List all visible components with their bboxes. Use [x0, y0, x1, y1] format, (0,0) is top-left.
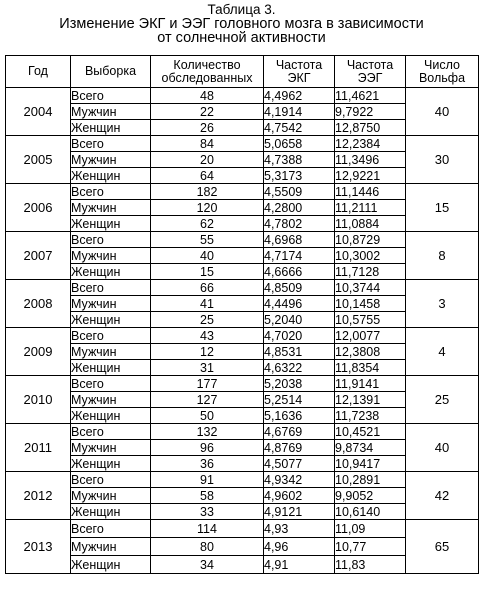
count-cell: 48: [151, 88, 264, 104]
eeg-cell: 11,0884: [335, 216, 406, 232]
ecg-cell: 4,4496: [264, 296, 335, 312]
year-cell: 2007: [6, 232, 71, 280]
sample-cell: Мужчин: [71, 488, 151, 504]
count-cell: 15: [151, 264, 264, 280]
eeg-cell: 12,3808: [335, 344, 406, 360]
eeg-cell: 10,3002: [335, 248, 406, 264]
count-cell: 120: [151, 200, 264, 216]
year-cell: 2012: [6, 472, 71, 520]
count-cell: 50: [151, 408, 264, 424]
year-cell: 2010: [6, 376, 71, 424]
sample-cell: Женщин: [71, 264, 151, 280]
eeg-cell: 11,9141: [335, 376, 406, 392]
ecg-cell: 5,1636: [264, 408, 335, 424]
sample-cell: Всего: [71, 184, 151, 200]
table-title-line-2: от солнечной активности: [157, 30, 326, 46]
sample-cell: Всего: [71, 328, 151, 344]
ecg-cell: 4,6666: [264, 264, 335, 280]
ecg-cell: 5,0658: [264, 136, 335, 152]
wolf-cell: 42: [406, 472, 479, 520]
header-year: Год: [6, 56, 71, 88]
count-cell: 31: [151, 360, 264, 376]
ecg-cell: 4,7542: [264, 120, 335, 136]
table-row: [6, 136, 479, 152]
eeg-cell: 11,7238: [335, 408, 406, 424]
count-cell: 80: [151, 538, 264, 556]
table-row: [6, 520, 479, 538]
sample-cell: Мужчин: [71, 538, 151, 556]
sample-cell: Всего: [71, 472, 151, 488]
year-cell: 2009: [6, 328, 71, 376]
eeg-cell: 11,2111: [335, 200, 406, 216]
sample-cell: Женщин: [71, 504, 151, 520]
header-row: [6, 56, 479, 88]
sample-cell: Мужчин: [71, 152, 151, 168]
header-sample: Выборка: [71, 56, 151, 88]
sample-cell: Женщин: [71, 408, 151, 424]
wolf-cell: 30: [406, 136, 479, 184]
ecg-cell: 4,96: [264, 538, 335, 556]
sample-cell: Всего: [71, 232, 151, 248]
sample-cell: Мужчин: [71, 344, 151, 360]
eeg-cell: 10,6140: [335, 504, 406, 520]
eeg-cell: 12,2384: [335, 136, 406, 152]
ecg-cell: 4,5077: [264, 456, 335, 472]
data-table: [5, 55, 479, 574]
sample-cell: Всего: [71, 88, 151, 104]
eeg-cell: 11,8354: [335, 360, 406, 376]
table-row: [6, 88, 479, 104]
count-cell: 41: [151, 296, 264, 312]
ecg-cell: 4,8769: [264, 440, 335, 456]
ecg-cell: 4,6769: [264, 424, 335, 440]
year-cell: 2013: [6, 520, 71, 574]
sample-cell: Всего: [71, 136, 151, 152]
eeg-cell: 10,2891: [335, 472, 406, 488]
count-cell: 91: [151, 472, 264, 488]
year-cell: 2006: [6, 184, 71, 232]
sample-cell: Всего: [71, 520, 151, 538]
count-cell: 20: [151, 152, 264, 168]
count-cell: 132: [151, 424, 264, 440]
ecg-cell: 4,4962: [264, 88, 335, 104]
eeg-cell: 10,9417: [335, 456, 406, 472]
ecg-cell: 4,9121: [264, 504, 335, 520]
count-cell: 36: [151, 456, 264, 472]
ecg-cell: 5,2038: [264, 376, 335, 392]
eeg-cell: 11,7128: [335, 264, 406, 280]
ecg-cell: 4,9342: [264, 472, 335, 488]
header-ecg: Частота ЭКГ: [264, 56, 335, 88]
count-cell: 26: [151, 120, 264, 136]
ecg-cell: 4,9602: [264, 488, 335, 504]
count-cell: 62: [151, 216, 264, 232]
ecg-cell: 4,7388: [264, 152, 335, 168]
year-cell: 2004: [6, 88, 71, 136]
wolf-cell: 4: [406, 328, 479, 376]
ecg-cell: 4,5509: [264, 184, 335, 200]
sample-cell: Женщин: [71, 456, 151, 472]
header-wolf: Число Вольфа: [406, 56, 479, 88]
eeg-cell: 10,4521: [335, 424, 406, 440]
sample-cell: Женщин: [71, 360, 151, 376]
sample-cell: Всего: [71, 280, 151, 296]
ecg-cell: 5,2514: [264, 392, 335, 408]
table-row: [6, 184, 479, 200]
sample-cell: Женщин: [71, 120, 151, 136]
count-cell: 58: [151, 488, 264, 504]
eeg-cell: 11,3496: [335, 152, 406, 168]
ecg-cell: 4,93: [264, 520, 335, 538]
eeg-cell: 10,5755: [335, 312, 406, 328]
count-cell: 40: [151, 248, 264, 264]
eeg-cell: 9,7922: [335, 104, 406, 120]
table-row: [6, 376, 479, 392]
header-eeg: Частота ЭЭГ: [335, 56, 406, 88]
count-cell: 114: [151, 520, 264, 538]
count-cell: 34: [151, 556, 264, 574]
count-cell: 182: [151, 184, 264, 200]
sample-cell: Мужчин: [71, 104, 151, 120]
sample-cell: Мужчин: [71, 248, 151, 264]
sample-cell: Мужчин: [71, 440, 151, 456]
ecg-cell: 4,8509: [264, 280, 335, 296]
count-cell: 96: [151, 440, 264, 456]
wolf-cell: 3: [406, 280, 479, 328]
eeg-cell: 12,8750: [335, 120, 406, 136]
table-row: [6, 232, 479, 248]
sample-cell: Всего: [71, 376, 151, 392]
count-cell: 12: [151, 344, 264, 360]
sample-cell: Мужчин: [71, 392, 151, 408]
count-cell: 43: [151, 328, 264, 344]
eeg-cell: 11,4621: [335, 88, 406, 104]
count-cell: 55: [151, 232, 264, 248]
eeg-cell: 10,1458: [335, 296, 406, 312]
eeg-cell: 12,1391: [335, 392, 406, 408]
sample-cell: Мужчин: [71, 200, 151, 216]
count-cell: 33: [151, 504, 264, 520]
year-cell: 2008: [6, 280, 71, 328]
ecg-cell: 5,3173: [264, 168, 335, 184]
header-count: Количество обследованных: [151, 56, 264, 88]
year-cell: 2011: [6, 424, 71, 472]
ecg-cell: 4,8531: [264, 344, 335, 360]
ecg-cell: 4,7020: [264, 328, 335, 344]
eeg-cell: 9,8734: [335, 440, 406, 456]
count-cell: 177: [151, 376, 264, 392]
ecg-cell: 4,7802: [264, 216, 335, 232]
table-caption: [0, 0, 483, 45]
wolf-cell: 40: [406, 424, 479, 472]
count-cell: 22: [151, 104, 264, 120]
wolf-cell: 8: [406, 232, 479, 280]
ecg-cell: 5,2040: [264, 312, 335, 328]
ecg-cell: 4,7174: [264, 248, 335, 264]
table-row: [6, 472, 479, 488]
count-cell: 66: [151, 280, 264, 296]
eeg-cell: 11,09: [335, 520, 406, 538]
wolf-cell: 15: [406, 184, 479, 232]
ecg-cell: 4,1914: [264, 104, 335, 120]
count-cell: 25: [151, 312, 264, 328]
table-number: Таблица 3.: [207, 2, 276, 17]
eeg-cell: 9,9052: [335, 488, 406, 504]
ecg-cell: 4,91: [264, 556, 335, 574]
count-cell: 64: [151, 168, 264, 184]
table-row: [6, 424, 479, 440]
ecg-cell: 4,2800: [264, 200, 335, 216]
sample-cell: Женщин: [71, 556, 151, 574]
eeg-cell: 10,77: [335, 538, 406, 556]
eeg-cell: 11,1446: [335, 184, 406, 200]
sample-cell: Женщин: [71, 216, 151, 232]
table-row: [6, 280, 479, 296]
sample-cell: Женщин: [71, 168, 151, 184]
wolf-cell: 25: [406, 376, 479, 424]
wolf-cell: 65: [406, 520, 479, 574]
ecg-cell: 4,6968: [264, 232, 335, 248]
year-cell: 2005: [6, 136, 71, 184]
ecg-cell: 4,6322: [264, 360, 335, 376]
eeg-cell: 12,0077: [335, 328, 406, 344]
wolf-cell: 40: [406, 88, 479, 136]
eeg-cell: 11,83: [335, 556, 406, 574]
table-title-line-1: Изменение ЭКГ и ЭЭГ головного мозга в зависимости: [59, 16, 424, 32]
count-cell: 127: [151, 392, 264, 408]
count-cell: 84: [151, 136, 264, 152]
eeg-cell: 12,9221: [335, 168, 406, 184]
sample-cell: Мужчин: [71, 296, 151, 312]
eeg-cell: 10,3744: [335, 280, 406, 296]
table-body: [6, 88, 479, 574]
sample-cell: Всего: [71, 424, 151, 440]
table-row: [6, 328, 479, 344]
sample-cell: Женщин: [71, 312, 151, 328]
eeg-cell: 10,8729: [335, 232, 406, 248]
